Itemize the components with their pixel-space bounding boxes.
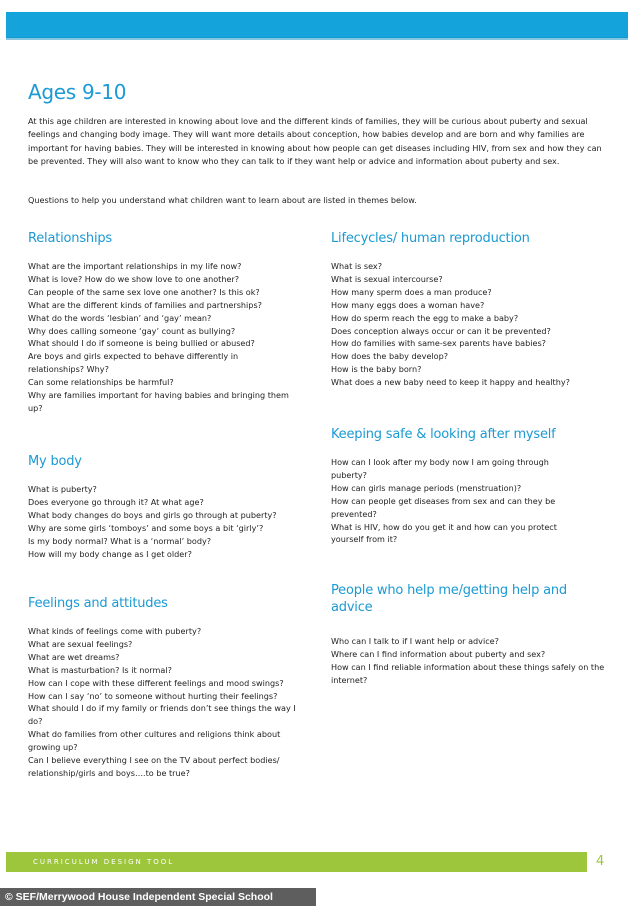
question-item: How many eggs does a woman have? — [331, 299, 485, 310]
section-lifecycles — [331, 230, 606, 389]
question-item: What should I do if my family or friends don’t see things the way I do? — [28, 703, 296, 727]
question-item: What is masturbation? Is it normal? — [28, 664, 172, 675]
question-item: Why are families important for having babies and bringing them up? — [28, 390, 289, 413]
question-item: How can I find reliable information about these things safely on the internet? — [331, 661, 605, 685]
question-list — [28, 260, 293, 415]
question-item: What are sexual feelings? — [28, 638, 133, 649]
question-list — [28, 483, 298, 560]
question-item: What do the words ‘lesbian’ and ‘gay’ mean? — [28, 312, 212, 323]
section-heading-keeping-safe: Keeping safe & looking after myself — [331, 427, 556, 442]
question-item: What is sexual intercourse? — [331, 273, 443, 284]
question-item: What does a new baby need to keep it happy and healthy? — [331, 377, 570, 388]
question-list — [331, 260, 606, 389]
question-item: What is puberty? — [28, 484, 97, 494]
question-item: Where can I find information about puberty and sex? — [331, 648, 546, 659]
page-title: Ages 9-10 — [28, 80, 127, 104]
question-item: How can I say ‘no’ to someone without hurting their feelings? — [28, 690, 278, 701]
question-item: Can I believe everything I see on the TV about perfect bodies/ relationship/girls and boys….to be true? — [28, 755, 280, 778]
question-item: What is love? How do we show love to one another? — [28, 273, 240, 284]
header-bar — [6, 12, 628, 38]
question-item: How can I look after my body now I am going through puberty? — [331, 457, 549, 480]
section-heading-my-body: My body — [28, 454, 82, 469]
question-item: How can people get diseases from sex and can they be prevented? — [331, 495, 556, 519]
question-item: What kinds of feelings come with puberty? — [28, 626, 202, 636]
footer-label: CURRICULUM DESIGN TOOL — [33, 858, 175, 866]
question-item: Why are some girls ‘tomboys’ and some boys a bit ‘girly’? — [28, 522, 264, 533]
question-item: How is the baby born? — [331, 364, 422, 375]
section-my-body — [28, 453, 298, 560]
question-item: Does conception always occur or can it be prevented? — [331, 325, 551, 336]
question-item: What body changes do boys and girls go through at puberty? — [28, 509, 277, 520]
question-item: Who can I talk to if I want help or advice? — [331, 636, 499, 646]
question-item: How many sperm does a man produce? — [331, 286, 492, 297]
section-relationships — [28, 230, 293, 415]
section-heading-people-who-help: People who help me/getting help and advice — [331, 583, 567, 615]
question-item: How does the baby develop? — [331, 351, 449, 362]
question-item: What should I do if someone is being bullied or abused? — [28, 338, 255, 349]
question-item: How can I cope with these different feelings and mood swings? — [28, 677, 284, 688]
page-number: 4 — [596, 854, 605, 869]
question-item: How do sperm reach the egg to make a baby? — [331, 312, 519, 323]
question-item: Is my body normal? What is a ‘normal’ body? — [28, 535, 212, 546]
image-credit: © SEF/Merrywood House Independent Special School — [0, 888, 316, 906]
question-item: Does everyone go through it? At what age? — [28, 496, 204, 507]
question-item: How will my body change as I get older? — [28, 548, 192, 559]
question-item: What are the different kinds of families and partnerships? — [28, 299, 262, 310]
section-heading-lifecycles: Lifecycles/ human reproduction — [331, 231, 530, 246]
question-item: How can girls manage periods (menstruation)? — [331, 482, 522, 493]
question-item: What are the important relationships in my life now? — [28, 261, 242, 271]
section-heading-relationships: Relationships — [28, 231, 112, 246]
question-item: What is HIV, how do you get it and how can you protect yourself from it? — [331, 521, 557, 545]
section-people-who-help — [331, 582, 611, 687]
intro-questions-note: Questions to help you understand what children want to learn about are listed in themes below. — [28, 195, 417, 205]
section-feelings-and-attitudes — [28, 595, 306, 780]
footer-bar — [6, 852, 587, 872]
question-item: What do families from other cultures and religions think about growing up? — [28, 729, 281, 753]
question-item: Why does calling someone ‘gay’ count as bullying? — [28, 325, 236, 336]
question-item: Can some relationships be harmful? — [28, 377, 174, 388]
section-heading-feelings: Feelings and attitudes — [28, 596, 168, 611]
question-item: How do families with same-sex parents have babies? — [331, 338, 546, 349]
section-keeping-safe — [331, 426, 581, 546]
question-item: What are wet dreams? — [28, 651, 120, 662]
question-list — [331, 456, 581, 546]
question-list — [28, 625, 306, 780]
question-item: Can people of the same sex love one another? Is this ok? — [28, 286, 260, 297]
question-item: What is sex? — [331, 261, 383, 271]
intro-paragraph: At this age children are interested in knowing about love and the different kinds of families, they will be curious about puberty and sexual feelings and changing body image. They will want more details about conception, how babies develop and are born and why families are important for having babies. They will be interested in knowing about how people can get diseases including HIV, from sex and how they can be prevented. They will also want to know who they can talk to if they want help or advice and information about puberty and sex. — [28, 116, 602, 167]
question-list — [331, 635, 611, 687]
question-item: Are boys and girls expected to behave differently in relationships? Why? — [28, 351, 239, 375]
